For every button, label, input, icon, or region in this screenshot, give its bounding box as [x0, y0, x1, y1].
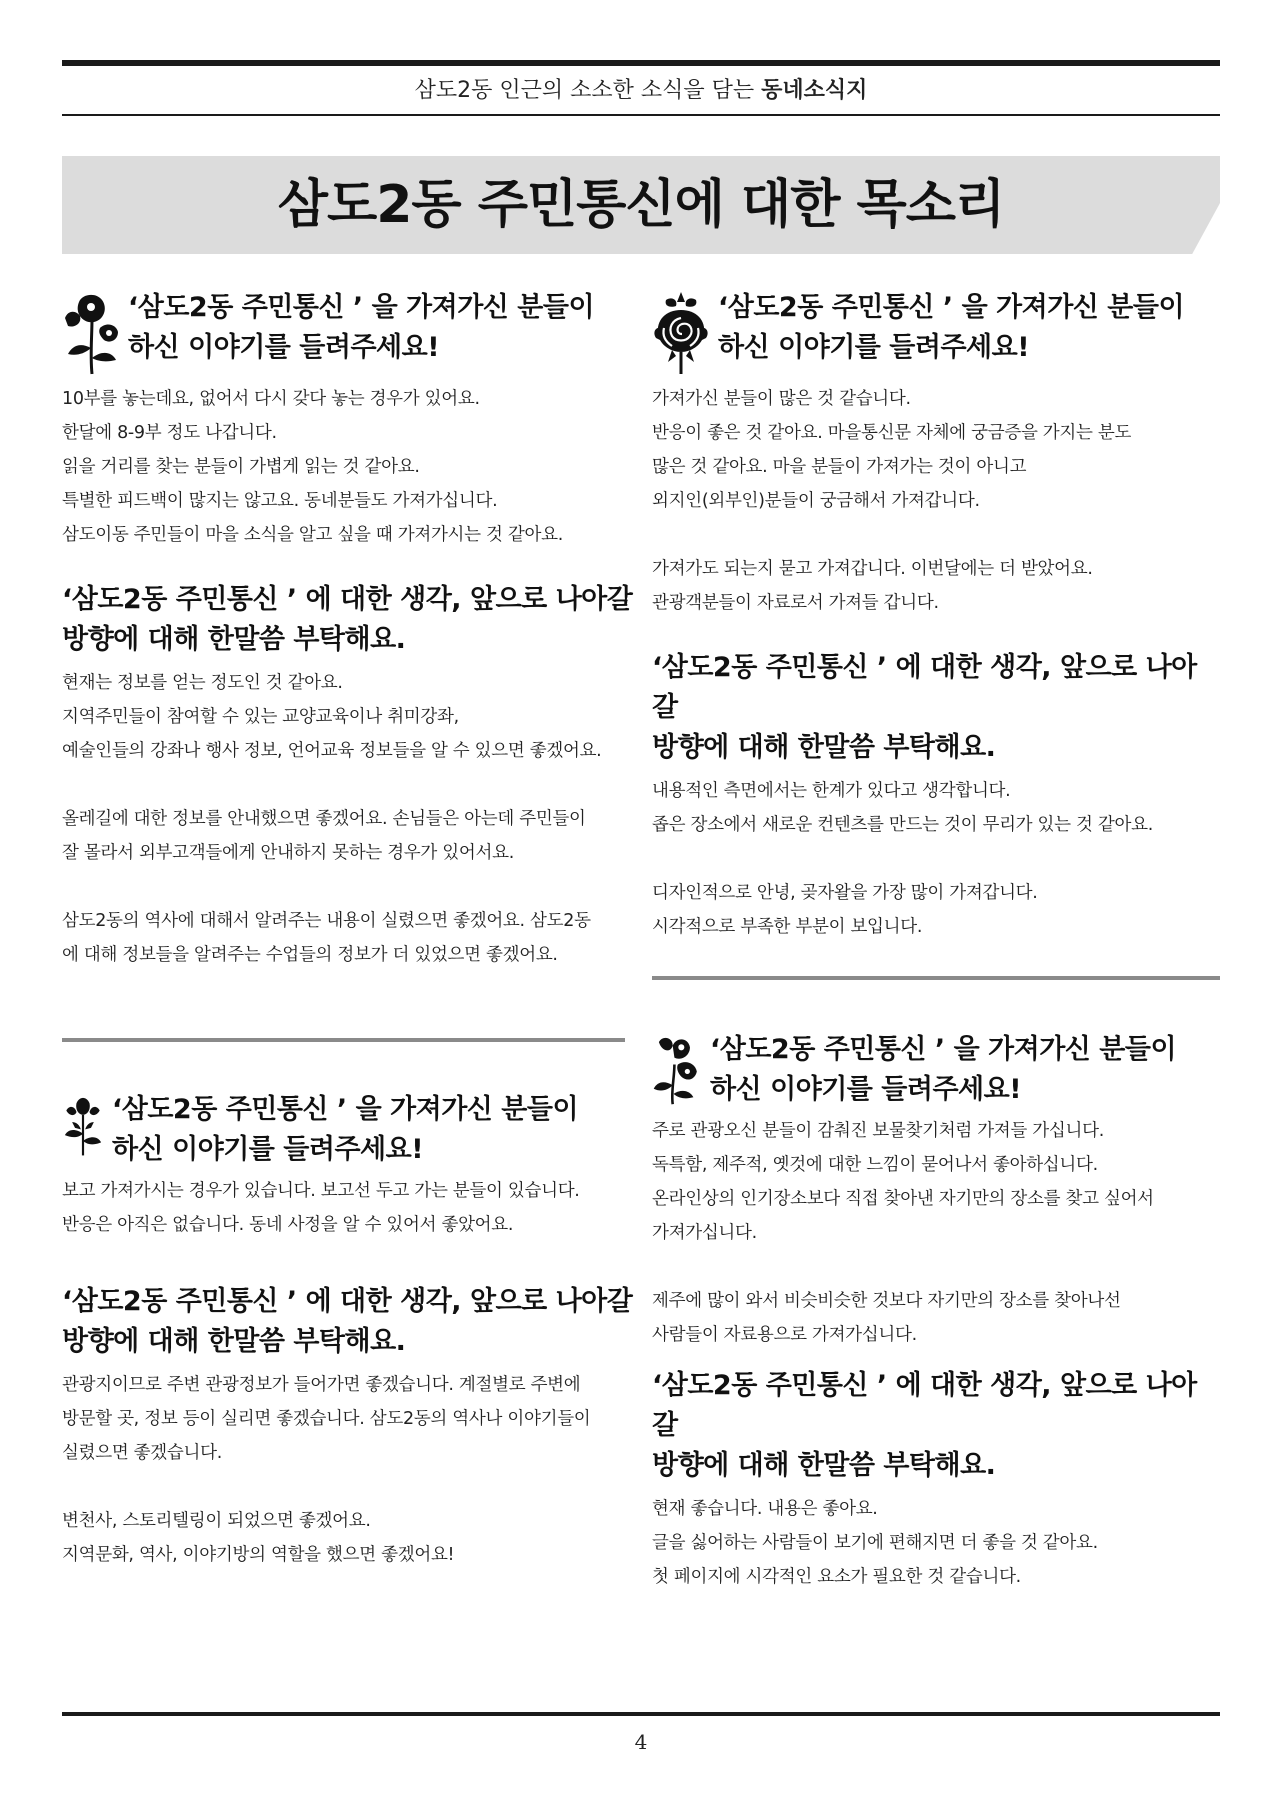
page-title: 삼도2동 주민통신에 대한 목소리 [277, 175, 1005, 235]
answer-line: 현재 좋습니다. 내용은 좋아요. [652, 1499, 878, 1519]
top-rule [62, 60, 1220, 66]
question-1-line1: ‘삼도2동 주민통신 ’ 을 가져가신 분들이 [710, 1034, 1177, 1065]
answer-line: 특별한 피드백이 많지는 않고요. 동네분들도 가져가십니다. [62, 491, 498, 511]
bottom-rule [62, 1712, 1220, 1716]
carnation-icon [652, 288, 710, 376]
answer-line: 온라인상의 인기장소보다 직접 찾아낸 자기만의 장소를 찾고 싶어서 [652, 1189, 1154, 1209]
answer-line: 독특함, 제주적, 옛것에 대한 느낌이 묻어나서 좋아하십니다. [652, 1155, 1098, 1175]
question-1-line2: 하신 이야기를 들려주세요! [718, 332, 1030, 363]
answer-line: 내용적인 측면에서는 한계가 있다고 생각합니다. [652, 781, 1011, 801]
answer-line: 한달에 8-9부 정도 나갑니다. [62, 423, 277, 443]
question-header [652, 288, 1222, 376]
tagline-brand: 동네소식지 [761, 78, 868, 103]
lily-icon [652, 1030, 702, 1106]
question-2-line1: ‘삼도2동 주민통신 ’ 에 대한 생각, 앞으로 나아갈 [62, 584, 633, 615]
answer-line: 주로 관광오신 분들이 감춰진 보물찾기처럼 가져들 가십니다. [652, 1121, 1104, 1141]
header-rule [62, 114, 1220, 116]
section-divider-right [652, 976, 1220, 980]
answer-line: 10부를 놓는데요, 없어서 다시 갖다 놓는 경우가 있어요. [62, 389, 480, 409]
question-1-line1: ‘삼도2동 주민통신 ’ 을 가져가신 분들이 [718, 292, 1185, 323]
question-1-text [112, 1090, 578, 1170]
question-1-text [128, 288, 594, 368]
question-2-line2: 방향에 대해 한말씀 부탁해요. [652, 1450, 996, 1481]
tagline-text: 삼도2동 인근의 소소한 소식을 담는 [414, 78, 762, 103]
tulip-icon [62, 1090, 104, 1160]
question-1-text [718, 288, 1184, 368]
interview-top-right [652, 288, 1222, 944]
answer-line: 외지인(외부인)분들이 궁금해서 가져갑니다. [652, 491, 980, 511]
question-1-line1: ‘삼도2동 주민통신 ’ 을 가져가신 분들이 [128, 292, 595, 323]
answer-line: 읽을 거리를 찾는 분들이 가볍게 읽는 것 같아요. [62, 457, 420, 477]
answer-line: 잘 몰라서 외부고객들에게 안내하지 못하는 경우가 있어서요. [62, 843, 514, 863]
question-2-line1: ‘삼도2동 주민통신 ’ 에 대한 생각, 앞으로 나아갈 [62, 1286, 633, 1317]
answer-line: 올레길에 대한 정보를 안내했으면 좋겠어요. 손님들은 아는데 주민들이 [62, 809, 586, 829]
question-1-text [710, 1030, 1176, 1110]
interview-top-left [62, 288, 662, 972]
rose-icon [62, 288, 120, 376]
question-2-line2: 방향에 대해 한말씀 부탁해요. [62, 624, 406, 655]
question-header [62, 1090, 662, 1170]
answer-line: 방문할 곳, 정보 등이 실리면 좋겠습니다. 삼도2동의 역사나 이야기들이 [62, 1409, 591, 1429]
answer-line: 지역주민들이 참여할 수 있는 교양교육이나 취미강좌, [62, 707, 459, 727]
answer-line: 제주에 많이 와서 비슷비슷한 것보다 자기만의 장소를 찾아나선 [652, 1291, 1121, 1311]
answer-line: 가져가십니다. [652, 1223, 757, 1243]
answer-line: 첫 페이지에 시각적인 요소가 필요한 것 같습니다. [652, 1567, 1021, 1587]
answer-line: 실렸으면 좋겠습니다. [62, 1443, 222, 1463]
answer-line: 디자인적으로 안녕, 곶자왈을 가장 많이 가져갑니다. [652, 883, 1038, 903]
question-1-line1: ‘삼도2동 주민통신 ’ 을 가져가신 분들이 [112, 1094, 579, 1125]
newsletter-tagline [62, 70, 1220, 112]
answer-line: 보고 가져가시는 경우가 있습니다. 보고선 두고 가는 분들이 있습니다. [62, 1181, 580, 1201]
answer-line: 반응은 아직은 없습니다. 동네 사정을 알 수 있어서 좋았어요. [62, 1215, 514, 1235]
question-2-line1: ‘삼도2동 주민통신 ’ 에 대한 생각, 앞으로 나아갈 [652, 652, 1197, 723]
answer-line: 지역문화, 역사, 이야기방의 역할을 했으면 좋겠어요! [62, 1545, 455, 1565]
question-1-line2: 하신 이야기를 들려주세요! [128, 332, 440, 363]
answer-line: 시각적으로 부족한 부분이 보입니다. [652, 917, 923, 937]
answer-line: 변천사, 스토리텔링이 되었으면 좋겠어요. [62, 1511, 371, 1531]
answer-line: 반응이 좋은 것 같아요. 마을통신문 자체에 궁금증을 가지는 분도 [652, 423, 1132, 443]
answer-line: 가져가도 되는지 묻고 가져갑니다. 이번달에는 더 받았어요. [652, 559, 1093, 579]
answer-line: 현재는 정보를 얻는 정도인 것 같아요. [62, 673, 343, 693]
section-divider-left [62, 1038, 625, 1042]
question-2-line2: 방향에 대해 한말씀 부탁해요. [62, 1326, 406, 1357]
question-header [652, 1030, 1222, 1110]
interview-bottom-right [652, 1030, 1222, 1594]
question-1-line2: 하신 이야기를 들려주세요! [112, 1134, 424, 1165]
answer-line: 많은 것 같아요. 마을 분들이 가져가는 것이 아니고 [652, 457, 1027, 477]
question-header [62, 288, 662, 376]
answer-line: 사람들이 자료용으로 가져가십니다. [652, 1325, 917, 1345]
answer-line: 글을 싫어하는 사람들이 보기에 편해지면 더 좋을 것 같아요. [652, 1533, 1098, 1553]
interview-bottom-left [62, 1090, 662, 1572]
answer-line: 가져가신 분들이 많은 것 같습니다. [652, 389, 911, 409]
answer-line: 삼도이동 주민들이 마을 소식을 알고 싶을 때 가져가시는 것 같아요. [62, 525, 563, 545]
page-number: 4 [634, 1730, 648, 1754]
question-2-line2: 방향에 대해 한말씀 부탁해요. [652, 732, 996, 763]
question-2-line1: ‘삼도2동 주민통신 ’ 에 대한 생각, 앞으로 나아갈 [652, 1370, 1197, 1441]
answer-line: 에 대해 정보들을 알려주는 수업들의 정보가 더 있었으면 좋겠어요. [62, 945, 558, 965]
answer-line: 좁은 장소에서 새로운 컨텐츠를 만드는 것이 무리가 있는 것 같아요. [652, 815, 1153, 835]
answer-line: 관광지이므로 주변 관광정보가 들어가면 좋겠습니다. 계절별로 주변에 [62, 1375, 581, 1395]
question-1-line2: 하신 이야기를 들려주세요! [710, 1074, 1022, 1105]
answer-line: 예술인들의 강좌나 행사 정보, 언어교육 정보들을 알 수 있으면 좋겠어요. [62, 741, 602, 761]
answer-line: 관광객분들이 자료로서 가져들 갑니다. [652, 593, 939, 613]
answer-line: 삼도2동의 역사에 대해서 알려주는 내용이 실렸으면 좋겠어요. 삼도2동 [62, 911, 591, 931]
